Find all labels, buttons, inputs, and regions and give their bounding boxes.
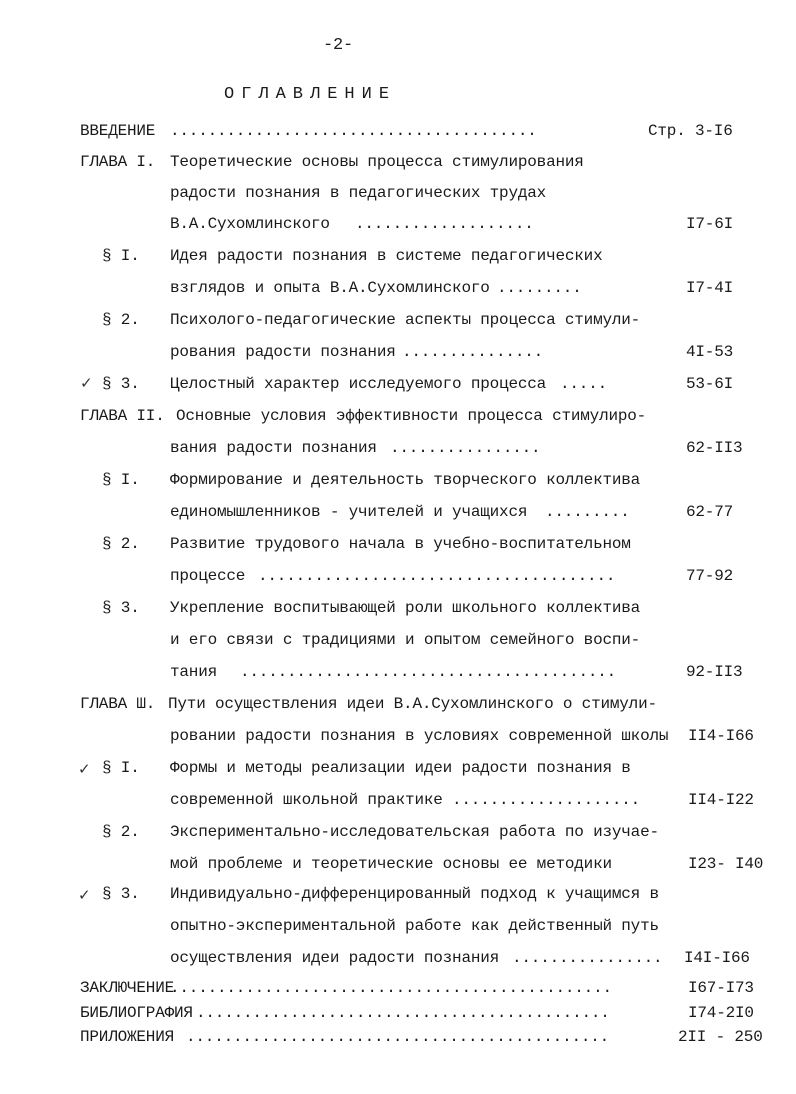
section-title-line: рования радости познания <box>170 343 396 361</box>
section-title-line: Идея радости познания в системе педагогических <box>170 247 603 265</box>
toc-appendix-label: ПРИЛОЖЕНИЯ <box>80 1028 175 1046</box>
section-number: § 2. <box>102 311 140 329</box>
section-title-line: процессе <box>170 567 246 585</box>
section-title-line: Индивидуально-дифференцированный подход к учащимся в <box>170 885 659 903</box>
section-pages: I7-4I <box>686 279 734 297</box>
section-title-line: и его связи с традициями и опытом семейного воспи- <box>170 631 641 649</box>
toc-intro-pages: Стр. 3-I6 <box>648 122 733 140</box>
section-pages: 92-II3 <box>686 663 743 681</box>
section-title-line: Целостный характер исследуемого процесса <box>170 375 547 393</box>
toc-appendix-pages: 2II - 250 <box>678 1028 763 1046</box>
checkmark-icon: ✓ <box>78 886 91 904</box>
section-number: § I. <box>102 247 140 265</box>
section-pages: I4I-I66 <box>684 949 750 967</box>
section-title-line: тания <box>170 663 218 681</box>
section-number: § 3. <box>102 885 140 903</box>
section-title-line: Развитие трудового начала в учебно-воспитательном <box>170 535 631 553</box>
section-title-line: Психолого-педагогические аспекты процесса стимули- <box>170 311 641 329</box>
section-title-line: Формирование и деятельность творческого коллектива <box>170 471 641 489</box>
section-pages: 53-6I <box>686 375 734 393</box>
leader-dots: .................... <box>452 791 641 809</box>
page-number: -2- <box>323 36 354 55</box>
page-title: ОГЛАВЛЕНИЕ <box>224 85 397 104</box>
section-pages: 62-77 <box>686 503 734 521</box>
leader-dots: ................ <box>390 439 541 457</box>
chapter2-pages: 62-II3 <box>686 439 743 457</box>
leader-dots: ......... <box>497 279 582 297</box>
section-number: § 3. <box>102 375 140 393</box>
leader-dots: ..... <box>560 375 608 393</box>
toc-bibliography-pages: I74-2I0 <box>688 1004 754 1022</box>
toc-bibliography-label: БИБЛИОГРАФИЯ <box>80 1004 193 1022</box>
chapter3-pages: II4-I66 <box>688 727 754 745</box>
chapter1-label: ГЛАВА I. <box>80 153 156 171</box>
section-title-line: единомышленников - учителей и учащихся <box>170 503 528 521</box>
chapter3-label: ГЛАВА Ш. <box>80 695 156 713</box>
chapter1-title-line: радости познания в педагогических трудах <box>170 184 547 202</box>
leader-dots: ...................................... <box>258 567 616 585</box>
chapter1-title-line: Теоретические основы процесса стимулирования <box>170 153 584 171</box>
section-title-line: осуществления идеи радости познания <box>170 949 500 967</box>
section-number: § 2. <box>102 823 140 841</box>
section-title-line: Экспериментально-исследовательская работа по изучае- <box>170 823 659 841</box>
toc-intro-label: ВВЕДЕНИЕ <box>80 122 156 140</box>
section-number: § I. <box>102 759 140 777</box>
leader-dots: ............................................... <box>170 979 612 997</box>
section-title-line: взглядов и опыта В.А.Сухомлинского <box>170 279 490 297</box>
section-title-line: современной школьной практике <box>170 791 443 809</box>
chapter2-label: ГЛАВА II. <box>80 407 165 425</box>
leader-dots: ............................................. <box>186 1028 610 1046</box>
chapter1-title-line: В.А.Сухомлинского <box>170 215 330 233</box>
leader-dots: ............................................ <box>196 1004 610 1022</box>
section-pages: II4-I22 <box>688 791 754 809</box>
section-title-line: опытно-экспериментальной работе как действенный путь <box>170 917 659 935</box>
leader-dots: ................... <box>355 215 534 233</box>
chapter3-title-line: ровании радости познания в условиях современной школы <box>170 727 669 745</box>
section-title-line: Формы и методы реализации идеи радости познания в <box>170 759 631 777</box>
checkmark-icon: ✓ <box>80 374 93 392</box>
section-pages: 77-92 <box>686 567 734 585</box>
chapter1-pages: I7-6I <box>686 215 734 233</box>
section-pages: I23- I40 <box>688 855 764 873</box>
leader-dots: ........................................ <box>240 663 617 681</box>
section-number: § I. <box>102 471 140 489</box>
leader-dots: ......... <box>545 503 630 521</box>
chapter2-title-line: вания радости познания <box>170 439 377 457</box>
leader-dots: ............... <box>402 343 544 361</box>
chapter2-title-line: Основные условия эффективности процесса стимулиро- <box>176 407 647 425</box>
leader-dots: ....................................... <box>170 122 537 140</box>
toc-conclusion-pages: I67-I73 <box>688 979 754 997</box>
section-title-line: Укрепление воспитывающей роли школьного коллектива <box>170 599 641 617</box>
section-pages: 4I-53 <box>686 343 734 361</box>
leader-dots: ................ <box>512 949 663 967</box>
section-title-line: мой проблеме и теоретические основы ее методики <box>170 855 612 873</box>
section-number: § 2. <box>102 535 140 553</box>
chapter3-title-line: Пути осуществления идеи В.А.Сухомлинского о стимули- <box>168 695 657 713</box>
toc-conclusion-label: ЗАКЛЮЧЕНИЕ <box>80 979 175 997</box>
section-number: § 3. <box>102 599 140 617</box>
checkmark-icon: ✓ <box>78 760 91 778</box>
